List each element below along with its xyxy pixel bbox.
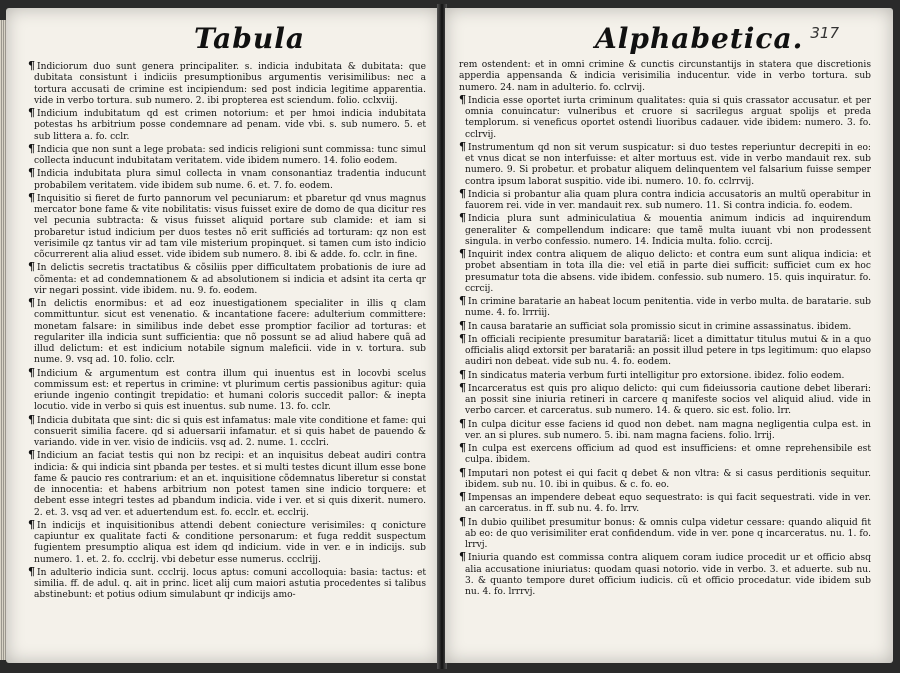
index-entry: ¶ Iniuria quando est commissa contra aliquem coram iudice procedit ur et officio absq alia accusatione iniuriatus: quodam quasi notorio. vide in verbo. 3. et aduerte. sub nu. 3. & quanto tempore duret officium iudicis. cũ et officio procedatur. vide ibidem sub nu. 4. fo. lrrrvj. — [459, 550, 871, 597]
right-page-body — [459, 60, 871, 653]
index-entry: ¶ In culpa est exercens officium ad quod est insufficiens: et omne reprehensibile est culpa. ibidem. — [459, 441, 871, 466]
index-entry: ¶ In causa baratarie an sufficiat sola promissio sicut in crimine assassinatus. ibidem. — [459, 318, 852, 332]
index-entry: ¶ In delictis secretis tractatibus & cõsiliis pper difficultatem probationis de iure ad cõmenta: et ad condemnationem & ad absolutionem si indicia et adsint ita certa qr vir negari possint. vide ibidem. nu. 9. fo. eodem. — [28, 260, 426, 296]
paragraph-mark-icon: ¶ — [28, 296, 35, 309]
paragraph-mark-icon: ¶ — [28, 517, 35, 531]
paragraph-mark-icon: ¶ — [28, 59, 35, 72]
paragraph-mark-icon: ¶ — [28, 190, 35, 204]
index-entry: ¶ Indicium an faciat testis qui non bz recipi: et an inquisitus debeat audiri contra indicia: & qui indicia sint pbanda per testes. et si multi testes dicunt illum esse bone fame & paucio res contrarium: et an et. inquisitione cõdemnatus liberetur si constat de innocentia: et habens arbitrium non potest tamen sine indicio torquere: et debent esse integri testes ad pbandum indicia. vide i ver. et si quis dixerit. numero. 2. et. 3. vsq ad ver. et aduertendum est. fo. ecclr. et. ecclrij. — [28, 448, 426, 518]
left-page-header: Tabula — [194, 22, 306, 55]
index-entry: ¶ In indicijs et inquisitionibus attendi debent coniecture verisimiles: q conicture capiuntur ex qualitate facti & conditione personarum: et fuga reddit suspectum fugientem presumptio aliqua est idem qd indicium. vide in ver. e in indicijs. sub numero. 1. et. 2. fo. ccclrij. vbi debetur esse numerus. ccclrijj. — [28, 517, 426, 565]
paragraph-mark-icon: ¶ — [459, 465, 466, 479]
paragraph-mark-icon: ¶ — [28, 260, 35, 274]
paragraph-mark-icon: ¶ — [459, 380, 466, 394]
index-entry: ¶ Indicium indubitatum qd est crimen notorium: et per hmoi indicia indubitata potestas hs arbitrium posse condemnare ad penam. vide vbi. s. sub numero. 5. et sub littera a. fo. cclr. — [28, 106, 426, 142]
index-entry: ¶ In sindicatus materia verbum furti intelligitur pro extorsione. ibidez. folio eodem. — [459, 367, 845, 381]
paragraph-mark-icon: ¶ — [459, 441, 466, 454]
index-entry: ¶ Indicia esse oportet iurta criminum qualitates: quia si quis crassator accusatur. et per omnia conuincatur: vulneribus et cruore si sacrilegus arguat spolijs et preda templorum. si veneficus oportet ostendi liuoribus cadauer. vide ibidem: numero. 3. fo. cclrvij. — [459, 92, 871, 140]
index-entry: ¶ In officiali recipiente presumitur baratariã: licet a dimittatur titulus mutui & in a quo officialis aliqd extorsit per baratariã: an possit illud petere in tps legitimum: quo elapso audiri non debeat. vide sub nu. 4. fo. eodem. — [459, 331, 871, 368]
index-entry: ¶ In adulterio indicia sunt. ccclrij. locus aptus: comuni accolloquia: basia: tactus: et similia. ff. de adul. q. ait in princ. licet alij cum maiori astutia procedentes si talibus abstinebunt: et potius odium simulabunt qr indicijs amo- — [28, 564, 426, 601]
folio-number: 317 — [810, 24, 839, 42]
index-entry: ¶ Indiciorum duo sunt genera principaliter. s. indicia indubitata & dubitata: que dubitata consistunt i indiciis presumptionibus argumentis verisimilibus: nec a tortura accusati de crimine est incipiendum: sed post indicia legitime apparentia. vide in verbo tortura. sub numero. 2. ibi propterea est sciendum. folio. cclxviij. — [28, 59, 426, 106]
index-entry: ¶ Inquirit index contra aliquem de aliquo delicto: et contra eum sunt aliqua indicia: et probet absentiam in tota illa die: vel etiã in parte diei sufficit: sufficiet cum ex hoc presumatur tota die absens. vide ibidem. confessio. sub numero. 15. quis inquiratur. fo. ccrcij. — [459, 247, 871, 294]
index-entry: ¶ In crimine baratarie an habeat locum penitentia. vide in verbo multa. de baratarie. sub nume. 4. fo. lrrriij. — [459, 294, 871, 319]
index-entry: ¶ Instrumentum qd non sit verum suspicatur: si duo testes reperiuntur decrepiti in eo: et vnus dicat se non interfuisse: et alter mortuus est. vide in verbo mandauit rex. sub numero. 9. Si probetur. et probatur aliquem delinquentem vel falsarium fuisse semper contra ipsum laborat suspitio. vide ibi. numero. 10. fo. cclrrvij. — [459, 139, 871, 187]
paragraph-mark-icon: ¶ — [459, 550, 466, 564]
paragraph-mark-icon: ¶ — [28, 412, 35, 426]
index-entry: ¶ Indicia dubitata que sint: dic si quis est infamatus: male vite conditione et fame: qui consuerit similia facere. qd si aduersarii infamatur. et si quis habet de pauendo & variando. vide in ver. visio de indiciis. vsq ad. 2. nume. 1. ccclri. — [28, 412, 426, 448]
paragraph-mark-icon: ¶ — [459, 490, 466, 503]
index-entry: ¶ In culpa dicitur esse faciens id quod non debet. nam magna negligentia culpa est. in ver. an si plures. sub numero. 5. ibi. nam magna faciens. folio. lrrij. — [459, 416, 871, 441]
index-entry: ¶ Indicia indubitata plura simul collecta in vnam consonantiaz tradentia inducunt probabilem veritatem. vide ibidem sub nume. 6. et. 7. fo. eodem. — [28, 166, 426, 191]
paragraph-mark-icon: ¶ — [459, 514, 466, 528]
paragraph-mark-icon: ¶ — [459, 247, 466, 260]
paragraph-mark-icon: ¶ — [459, 139, 466, 153]
paragraph-mark-icon: ¶ — [459, 331, 466, 345]
index-entry: ¶ In delictis enormibus: et ad eoz inuestigationem specialiter in illis q clam committuntur. sicut est venenatio. & incantatione facere: adulterium committere: monetam falsare: in similibus inde debet esse promptior facilior ad torturas: et regulariter illa indicia sunt sufficientia: que nõ possunt se ad aliud habere quã ad illud delictum: et est indicium notabile signum maleficii. vide in v. tortura. sub nume. 9. vsq ad. 10. folio. cclr. — [28, 296, 426, 366]
paragraph-mark-icon: ¶ — [459, 318, 466, 332]
paragraph-mark-icon: ¶ — [28, 564, 35, 578]
left-page-body — [28, 60, 426, 653]
index-entry: ¶ Impensas an impendere debeat equo sequestrato: is qui facit sequestrati. vide in ver. an carceratus. in ff. sub nu. 4. fo. lrrv. — [459, 490, 871, 515]
paragraph-mark-icon: ¶ — [459, 211, 466, 225]
paragraph-mark-icon: ¶ — [459, 416, 466, 430]
index-entry: ¶ Inquisitio si fieret de furto pannorum vel pecuniarum: et pbaretur qd vnus magnus mercator bone fame & vite nobilitatis: visus fuisset exire de domo de qua dicitur res vel pecunia subtracta: & visus fuisset aliquid portare sub clamide: et iam si probaretur istud indicium per duos testes nõ erit sufficiés ad torturam: qz non est verisimile qz tantus vir ad tam vile misterium propinquet. si tamen cum isto indicio cõcurrerent alia aliud esset. vide ibidem sub numero. 8. ibi & adde. fo. cclr. in fine. — [28, 190, 426, 260]
index-entry-continuation: rem ostendent: et in omni crimine & cunctis circunstantijs in statera que discretionis apperdia appensanda & indicia verisimilia inducentur. vide in verbo tortura. sub numero. 24. nam in adulterio. fo. cclrvij. — [459, 60, 871, 93]
index-entry: ¶ Indicium & argumentum est contra illum qui inuentus est in locovbi scelus commissum est: et repertus in crimine: vt plurimum certis passionibus agitur: quia eriunde ingenio contingit trepidatio: et humani coloris succedit pallor: & inepta locutio. vide in verbo si quis est inuentus. sub nume. 13. fo. cclr. — [28, 365, 426, 413]
paragraph-mark-icon: ¶ — [28, 448, 35, 462]
index-entry: ¶ Indicia plura sunt adminiculatiua & mouentia animum indicis ad inquirendum generaliter & compellendum indicare: que tamẽ multa iuuant vbi non prodessent singula. in verbo confessio. numero. 14. Indicia multa. folio. ccrcij. — [459, 211, 871, 247]
right-page — [445, 8, 893, 663]
index-entry: ¶ Incarceratus est quis pro aliquo delicto: qui cum fideiussoria cautione debet liberari: an possit sine iniuria retineri in carcere q manifeste socios vel aliquid aliud. vide in verbo carcer. et carceratus. sub numero. 14. & quero. sic est. folio. lrr. — [459, 380, 871, 417]
left-page — [6, 8, 440, 663]
paragraph-mark-icon: ¶ — [28, 106, 35, 119]
paragraph-mark-icon: ¶ — [459, 367, 466, 381]
index-entry: ¶ Imputari non potest ei qui facit q debet & non vltra: & si casus perditionis sequitur. ibidem. sub nu. 10. ibi in quibus. & c. fo. eo. — [459, 465, 871, 490]
paragraph-mark-icon: ¶ — [28, 166, 35, 180]
paragraph-mark-icon: ¶ — [459, 294, 466, 307]
right-page-header: Alphabetica. — [595, 22, 804, 55]
paragraph-mark-icon: ¶ — [28, 365, 35, 379]
index-entry: ¶ Indicia que non sunt a lege probata: sed indicis religioni sunt commissa: tunc simul collecta inducunt indubitatam veritatem. vide ibidem numero. 14. folio eodem. — [28, 141, 426, 166]
paragraph-mark-icon: ¶ — [459, 92, 466, 106]
paragraph-mark-icon: ¶ — [28, 141, 35, 155]
index-entry: ¶ Indicia si probantur alia quam plura contra indicia accusatoris an multũ operabitur in fauorem rei. vide in ver. mandauit rex. sub numero. 11. Si contra indicia. fo. eodem. — [459, 186, 871, 211]
paragraph-mark-icon: ¶ — [459, 186, 466, 200]
index-entry: ¶ In dubio quilibet presumitur bonus: & omnis culpa videtur cessare: quando aliquid fit ab eo: de quo verisimiliter erat confidendum. vide in ver. pone q incarceratus. nu. 1. fo. lrrvj. — [459, 514, 871, 550]
